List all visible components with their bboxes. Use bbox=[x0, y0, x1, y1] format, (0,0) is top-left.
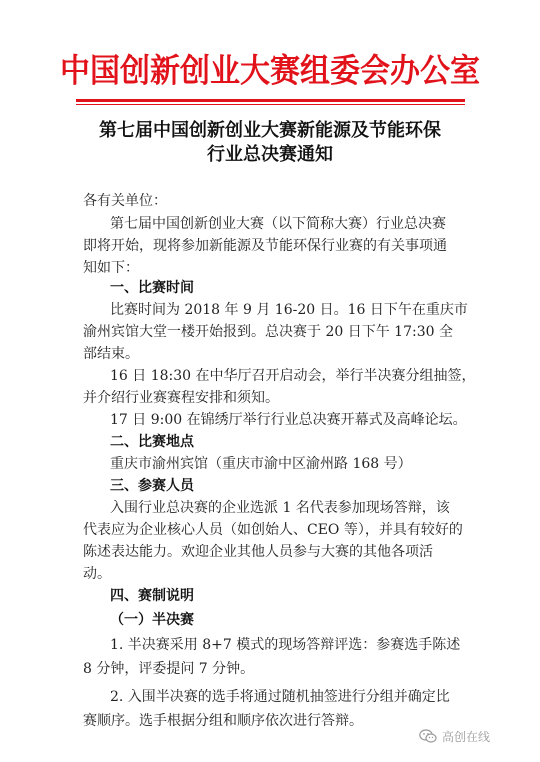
participants-line: 入围行业总决赛的企业选派 1 名代表参加现场答辩，该 bbox=[110, 500, 450, 516]
time-line: 渝州宾馆大堂一楼开始报到。总决赛于 20 日下午 17:30 全 bbox=[83, 324, 453, 340]
participants-line: 动。 bbox=[83, 566, 111, 582]
time-line: 并介绍行业赛赛程安排和须知。 bbox=[83, 390, 279, 406]
notice-title-line-1: 第七届中国创新创业大赛新能源及节能环保 bbox=[99, 120, 441, 141]
section-heading-place: 二、比赛地点 bbox=[110, 434, 194, 450]
notice-title-line-2: 行业总决赛通知 bbox=[207, 144, 333, 165]
watermark bbox=[419, 726, 490, 746]
place-line: 重庆市渝州宾馆（重庆市渝中区渝州路 168 号） bbox=[110, 456, 412, 472]
rule1-line: 1. 半决赛采用 8+7 模式的现场答辩评选：参赛选手陈述 bbox=[110, 637, 461, 653]
section-heading-rules: 四、赛制说明 bbox=[110, 588, 194, 604]
rule2-line: 2. 入围半决赛的选手将通过随机抽签进行分组并确定比 bbox=[110, 689, 450, 705]
participants-line: 代表应为企业核心人员（如创始人、CEO 等），并具有较好的 bbox=[83, 522, 463, 538]
watermark-text: 高创在线 bbox=[442, 729, 491, 744]
time-line: 17 日 9:00 在锦绣厅举行行业总决赛开幕式及高峰论坛。 bbox=[110, 412, 467, 428]
header-rule-thin bbox=[76, 104, 465, 105]
wechat-icon bbox=[419, 729, 437, 743]
office-header: 中国创新创业大赛组委会办公室 bbox=[60, 52, 480, 91]
time-line: 部结束。 bbox=[83, 346, 139, 362]
intro-line: 知如下： bbox=[83, 260, 139, 276]
participants-line: 陈述表达能力。欢迎企业其他人员参与大赛的其他各项活 bbox=[83, 544, 433, 560]
intro-line: 第七届中国创新创业大赛（以下简称大赛）行业总决赛 bbox=[110, 216, 446, 232]
intro-line: 即将开始，现将参加新能源及节能环保行业赛的有关事项通 bbox=[83, 238, 447, 254]
rule1-line: 8 分钟，评委提问 7 分钟。 bbox=[83, 661, 255, 677]
salutation: 各有关单位： bbox=[83, 193, 167, 209]
section-heading-participants: 三、参赛人员 bbox=[110, 478, 194, 494]
section-heading-time: 一、比赛时间 bbox=[110, 280, 194, 296]
header-rule-thick bbox=[76, 99, 465, 102]
time-line: 16 日 18:30 在中华厅召开启动会，举行半决赛分组抽签， bbox=[110, 368, 476, 384]
time-line: 比赛时间为 2018 年 9 月 16-20 日。16 日下午在重庆市 bbox=[110, 302, 468, 318]
rule2-line: 赛顺序。选手根据分组和顺序依次进行答辩。 bbox=[83, 713, 363, 729]
subsection-heading-semifinal: （一）半决赛 bbox=[110, 612, 194, 628]
